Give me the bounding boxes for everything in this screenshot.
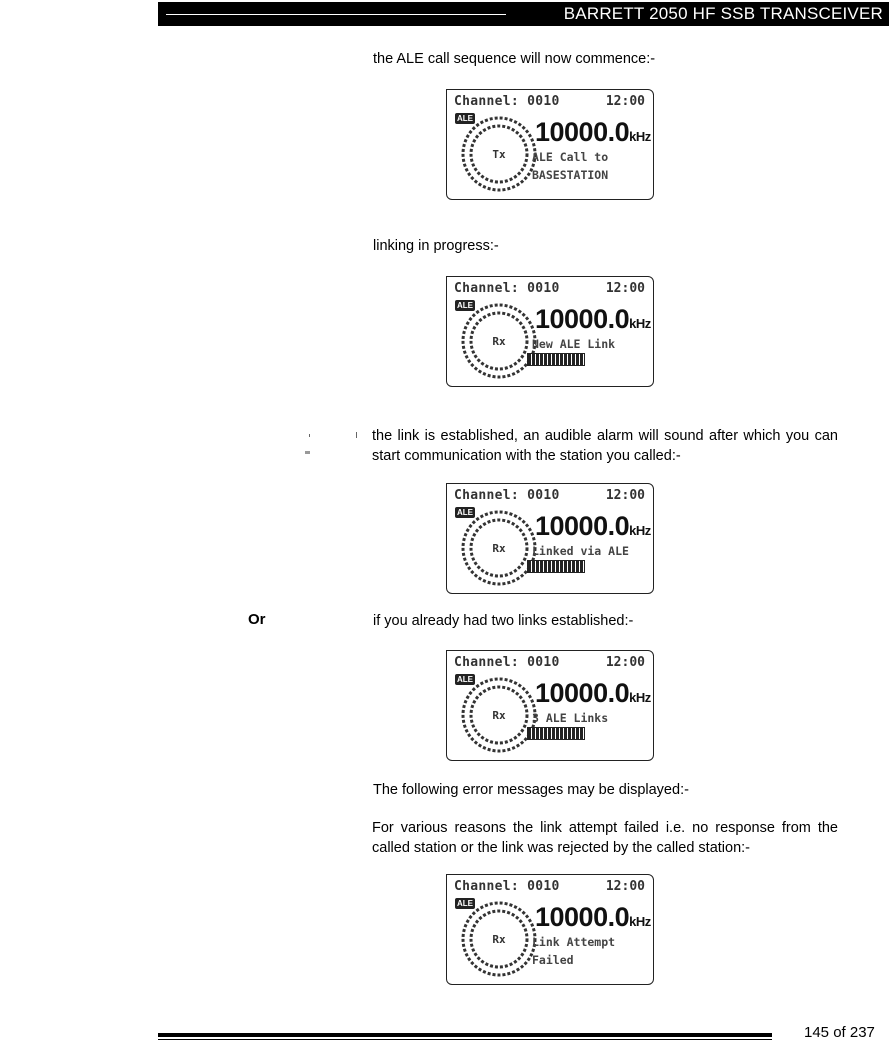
lcd-mode: Tx [492,148,506,161]
lcd-time: 12:00 [605,879,645,894]
lcd-freq-unit: kHz [629,129,651,144]
lcd-message-line1: Link Attempt [532,935,616,949]
lcd-channel: Channel: 0010 [454,879,560,894]
lcd-message-line2: BASESTATION [532,168,609,182]
failed-reason-text: For various reasons the link attempt failed i.e. no response from the called station or the link was rejected by the called station:- [372,820,838,856]
lcd-mode: Rx [492,335,506,348]
lcd-mode: Rx [492,542,506,555]
lcd-mode: Rx [492,709,506,722]
lcd-status-icons [527,727,585,740]
lcd-channel: Channel: 0010 [454,94,560,109]
lcd-screen-linked [446,483,654,594]
lcd-freq-unit: kHz [629,523,651,538]
ale-badge-icon: ALE [457,114,473,123]
errors-intro-text: The following error messages may be displayed:- [373,782,689,798]
intro-text: the ALE call sequence will now commence:- [373,51,656,67]
page-number: 145 of 237 [804,1024,875,1041]
established-text: the link is established, an audible alarm will sound after which you can start communication with the station you called:- [372,428,838,464]
lcd-frequency [535,902,651,933]
scan-speck [305,451,310,454]
header-rule [166,14,506,15]
lcd-screen-link-failed [446,874,654,985]
lcd-freq-value: 10000.0 [535,511,630,541]
lcd-status-icons [527,353,585,366]
lcd-time: 12:00 [605,488,645,503]
lcd-message-line1: ALE Call to [532,150,609,164]
footer-rule [158,1033,772,1037]
lcd-status-icons [527,560,585,573]
lcd-freq-unit: kHz [629,316,651,331]
lcd-freq-value: 10000.0 [535,117,630,147]
two-links-text: if you already had two links established:- [373,613,634,629]
lcd-channel: Channel: 0010 [454,488,560,503]
lcd-freq-value: 10000.0 [535,678,630,708]
lcd-freq-unit: kHz [629,914,651,929]
or-label: Or [248,611,266,628]
lcd-message-line1: Linked via ALE [532,544,629,558]
lcd-message-line2: Failed [532,953,574,967]
lcd-message-line1: 3 ALE Links [532,711,609,725]
lcd-freq-value: 10000.0 [535,902,630,932]
lcd-freq-value: 10000.0 [535,304,630,334]
lcd-time: 12:00 [605,655,645,670]
lcd-frequency [535,304,651,335]
scan-speck [356,432,357,438]
lcd-time: 12:00 [605,94,645,109]
lcd-frequency [535,117,651,148]
lcd-message-line1: New ALE Link [532,337,616,351]
footer-rule-thin [158,1039,772,1040]
lcd-freq-unit: kHz [629,690,651,705]
lcd-screen-three-links [446,650,654,761]
lcd-screen-ale-call [446,89,654,200]
lcd-screen-new-link [446,276,654,387]
linking-text: linking in progress:- [373,238,499,254]
lcd-channel: Channel: 0010 [454,281,560,296]
lcd-frequency [535,511,651,542]
lcd-time: 12:00 [605,281,645,296]
ale-badge-icon: ALE [457,301,473,310]
document-title: BARRETT 2050 HF SSB TRANSCEIVER [563,4,883,23]
ale-badge-icon: ALE [457,899,473,908]
lcd-channel: Channel: 0010 [454,655,560,670]
lcd-mode: Rx [492,933,506,946]
ale-badge-icon: ALE [457,508,473,517]
scan-speck [309,434,310,437]
lcd-frequency [535,678,651,709]
ale-badge-icon: ALE [457,675,473,684]
page-header-bar [158,2,889,26]
